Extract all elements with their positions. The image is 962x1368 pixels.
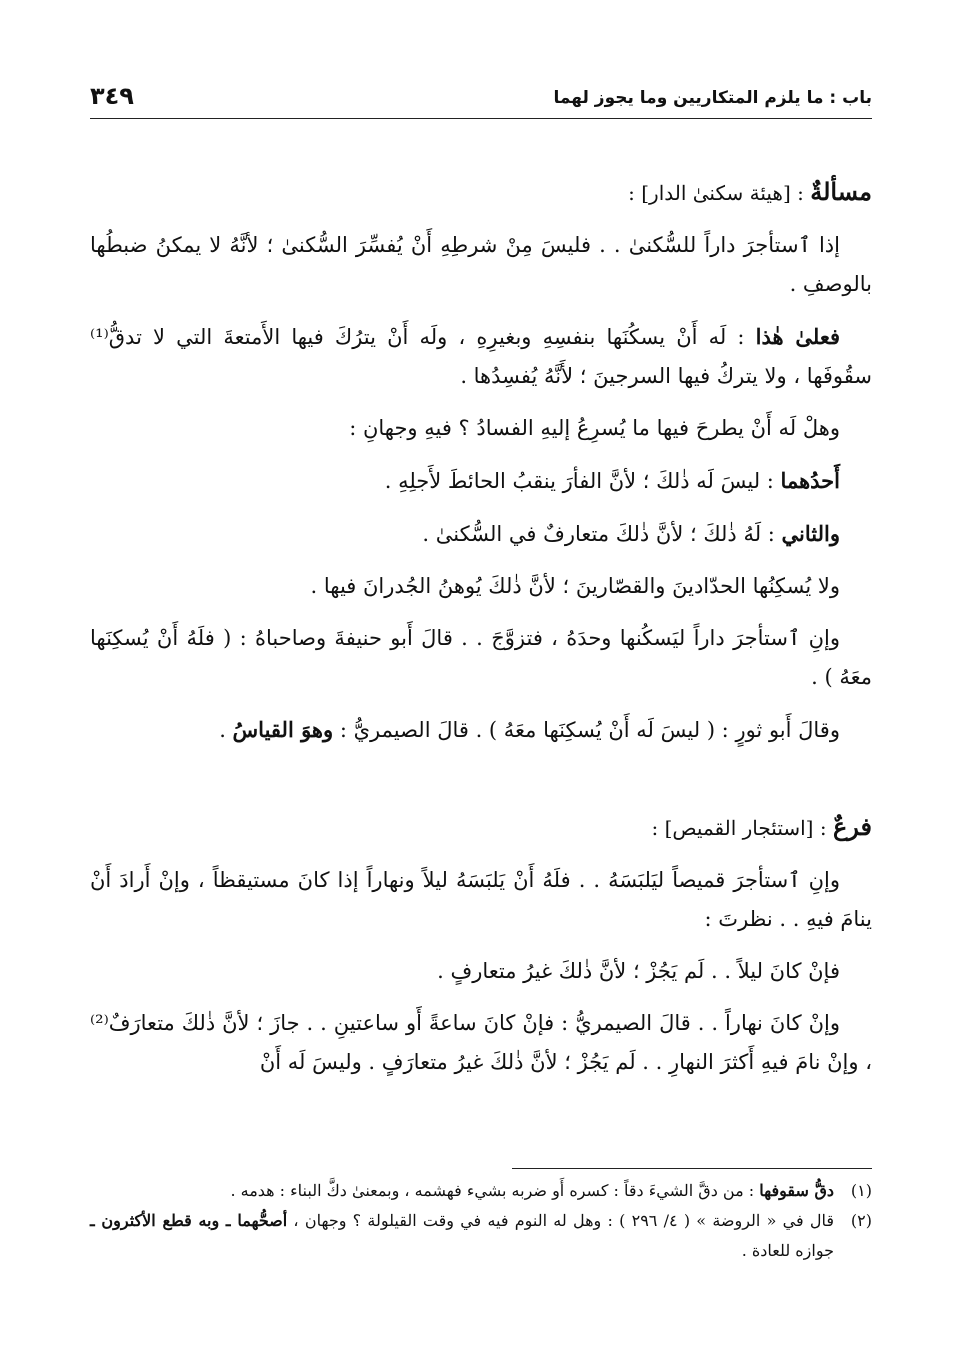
paragraph: فإنْ كانَ ليلاً . . لَم يَجُزْ ؛ لأنَّ ذٰلكَ غيرُ متعارفٍ . (437, 959, 840, 983)
section-gap (90, 763, 872, 807)
paragraph: ولا يُسكِنُها الحدّادينَ والقصّارينَ ؛ لأنَّ ذٰلكَ يُوهنُ الجُدرانَ فيها . (310, 574, 840, 598)
footnote-body: جوازه للعادة . (741, 1241, 834, 1260)
section-heading-masala (90, 172, 872, 213)
paragraph: وهلْ لَه أَنْ يطرحَ فيها ما يُسرِعُ إليهِ الفسادُ ؟ فيهِ وجهانِ : (349, 416, 840, 440)
footnote-number: (٢) (850, 1211, 872, 1230)
paragraph-lead: أَحدُهما (780, 468, 840, 493)
paragraph-text: : ليسَ لَه ذٰلكَ ؛ لأنَّ الفأرَ ينقبُ الحائطَ لأَجلِهِ . (384, 469, 781, 493)
section-heading-far (90, 807, 872, 848)
page-header (90, 78, 872, 119)
footnote-emphasis: أصحُّهما ـ وبه قطع الأكثرون ـ (90, 1211, 288, 1230)
paragraph-text: وقالَ أَبو ثورٍ : ( ليسَ لَه أَنْ يُسكِنَها معَهُ ) . قالَ الصيمريُّ : (333, 718, 840, 742)
paragraph: وإنِ ٱستأجرَ قميصاً ليَلبَسَهُ . . فلَهُ أَنْ يَلبَسَهُ ليلاً ونهاراً إذا كانَ مستيقظاً ، وإنْ أَرادَ أَنْ ينامَ فيهِ . . نظرتَ : (90, 868, 872, 931)
section-term: مسألةٌ (810, 177, 872, 206)
paragraph (90, 710, 872, 750)
paragraph: وإنْ كانَ نهاراً . . قالَ الصيمريُّ : فإنْ كانَ ساعةً أَو ساعتينِ . . جازَ ؛ لأنَّ ذٰلكَ متعارَفٌ⁽²⁾ ، وإنْ نامَ فيهِ أَكثرَ النهارِ . . لَم يَجُزْ ؛ لأنَّ ذٰلكَ غيرُ متعارَفٍ . وليسَ لَه أَنْ (90, 1011, 872, 1074)
paragraph: إذا ٱستأجرَ داراً للسُّكنىٰ . . فليسَ مِنْ شرطِهِ أَنْ يُفسِّرَ السُّكنىٰ ؛ لأنَّهُ لا يمكنُ ضبطُها بالوصفِ . (90, 233, 872, 296)
section-term: فرعٌ (832, 812, 872, 841)
footnote-number: (١) (850, 1181, 872, 1200)
footnote-body: قال في « الروضة » ( ٤/ ٢٩٦ ) : وهل له النوم فيه في وقت القيلولة ؟ وجهان ، (287, 1211, 834, 1230)
footnote-text (90, 1176, 834, 1206)
paragraph-emphasis: وهوَ القياسُ (232, 717, 334, 742)
main-text (90, 172, 872, 1095)
footnote-body: : من دقَّ الشيءَ دقاً : كسره أَو ضربه بشيء فهشمه ، وبمعنىٰ دكَّ البناء : هدمه . (230, 1181, 760, 1200)
paragraph-text: : لَه أَنْ يسكُنَها بنفسِهِ وبغيرِهِ ، ولَه أَنْ يترُكَ فيها الأَمتعةَ التي لا تدقُّ⁽¹⁾ سقُوفَها ، ولا يتركُ فيها السرجينَ ؛ لأَنَّهُ يُفسِدُها . (90, 325, 872, 388)
paragraph-lead: فعلىٰ هٰذا (755, 324, 840, 349)
running-title: باب : ما يلزم المتكاريين وما يجوز لهما (553, 88, 872, 108)
footnote-2 (90, 1206, 872, 1266)
footnote-1 (90, 1176, 872, 1206)
paragraph-lead: والثاني (781, 521, 840, 546)
paragraph (90, 514, 872, 554)
paragraph (90, 461, 872, 501)
footnotes (90, 1168, 872, 1266)
section-topic: : [استئجار القميص] : (651, 816, 833, 840)
paragraph-text: . (219, 718, 233, 742)
section-topic: : [هيئة سكنىٰ الدار] : (628, 181, 811, 205)
paragraph (90, 317, 872, 396)
page-number: ٣٤٩ (90, 82, 134, 110)
paragraph: وإنِ ٱستأجرَ داراً ليَسكُنها وحدَهُ ، فتزوَّجَ . . قالَ أَبو حنيفةَ وصاحباهُ : ( فلَهُ أَنْ يُسكِنَها معَهُ ) . (90, 626, 872, 689)
footnote-text (90, 1206, 834, 1266)
footnote-lead: دقُّ سقوفها (759, 1181, 834, 1200)
paragraph-text: : لَهُ ذٰلكَ ؛ لأنَّ ذٰلكَ متعارفٌ في السُّكنىٰ . (422, 522, 782, 546)
